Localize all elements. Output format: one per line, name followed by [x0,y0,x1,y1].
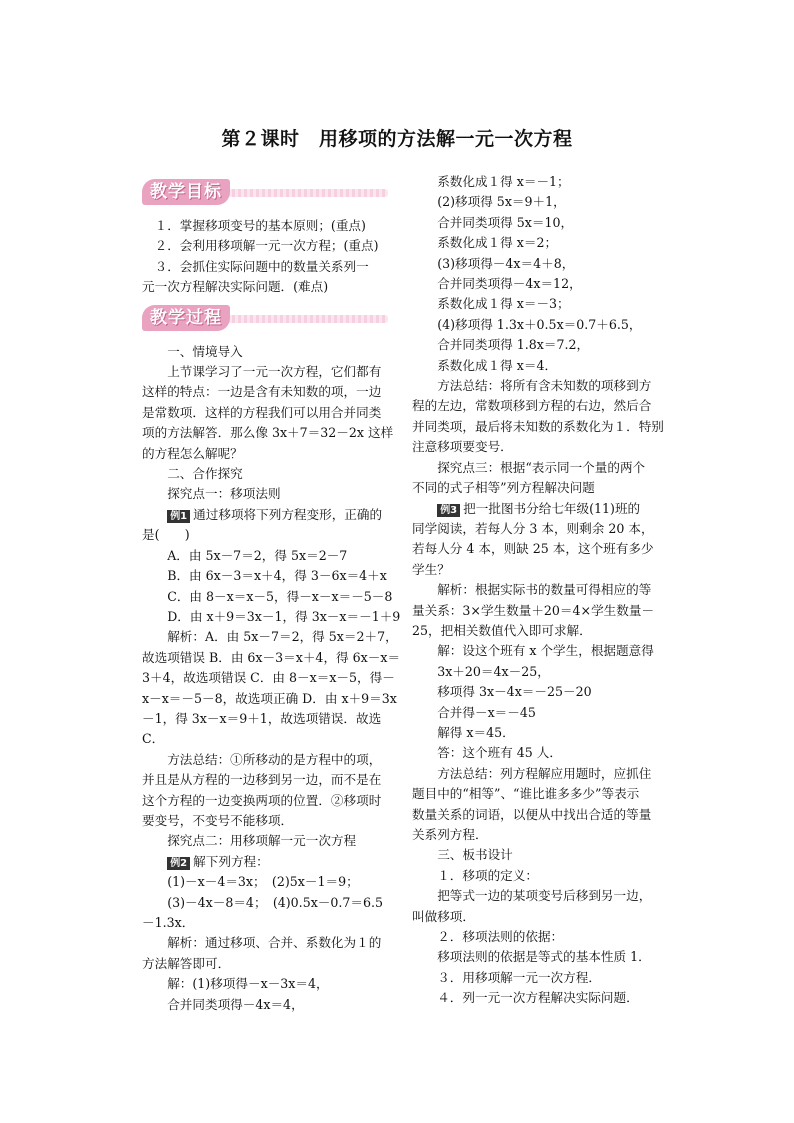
section-banner-goals [136,176,388,210]
text-line: ３．用移项解一元一次方程． [437,969,601,985]
text-line: 解：(1)移项得－x－3x＝4， [167,976,329,992]
text-line: 这个方程的一边变换两项的位置．②移项时 [142,792,382,808]
text-line: －1.3x． [142,915,195,930]
text-line: 注意移项要变号． [412,439,513,455]
text-line: 移项法则的依据是等式的基本性质 1． [437,949,651,965]
text-line: １．掌握移项变号的基本原则；(重点) [154,218,366,233]
text-line: 系数化成１得 x＝4． [437,357,558,373]
text-line: 解析：A．由 5x－7＝2，得 5x＝2＋7， [167,629,398,645]
text-line: 方法总结：①所移动的是方程中的项， [167,751,382,767]
text-line: (4)移项得 1.3x＋0.5x＝0.7＋6.5， [437,316,642,332]
text-line: 叫做移项． [412,908,475,924]
text-line: 同学阅读，若每人分 3 本，则剩余 20 本， [412,520,654,536]
subsection-heading: 探究点一：移项法则 [167,486,281,502]
text-line: ２．会利用移项解一元一次方程；(重点) [154,238,379,254]
text-line: (1)－x－4＝3x； (2)5x－1＝9； [167,874,359,890]
left-column [142,172,401,1015]
example-line [412,499,652,519]
text-line: ２．移项法则的依据： [437,929,564,945]
banner-label: 教学目标 [142,179,230,205]
text-line: 解析：根据实际书的数量可得相应的等 [437,582,652,598]
text-line: ３．会抓住实际问题中的数量关系列一 [154,258,369,274]
text-line: (3)－4x－8＝4； (4)0.5x－0.7＝6.5 [167,894,384,910]
text-line: 项的方法解答．那么像 3x＋7＝32－2x 这样 [142,425,394,441]
example-badge: 例2 [167,857,190,870]
example-badge: 例3 [437,504,460,517]
text-line: 合并同类项得 5x＝10， [437,214,574,230]
text-line: 移项得 3x－4x＝－25－20 [437,684,592,700]
text-line: 关系列方程． [412,827,488,842]
text-line: 方法总结：将所有含未知数的项移到方 [437,378,652,394]
text-line: 故选项错误 B．由 6x－3＝x＋4，得 6x－x＝ [142,649,401,665]
text-line: 3x＋20＝4x－25， [437,663,550,679]
text-line: １．移项的定义： [437,867,538,883]
example-line [142,852,388,872]
text-line: 上节课学习了一元一次方程，它们都有 [167,364,382,380]
example-badge: 例1 [167,510,190,523]
option-a: A．由 5x－7＝2，得 5x＝2－7 [167,547,348,563]
text-line: 合并同类项得－4x＝12， [437,276,582,292]
text-line: x－x＝－5－8，故选项正确 D．由 x＋9＝3x [142,690,397,706]
option-d: D．由 x＋9＝3x－1，得 3x－x＝－1＋9 [167,608,401,624]
subsection-heading: 探究点三：根据“表示同一个量的两个 [437,459,646,475]
text-line: 25，把相关数值代入即可求解． [412,622,592,638]
text-line: C． [142,731,165,747]
text-line: 并同类项，最后将未知数的系数化为１．特别 [412,418,664,434]
text-line: 系数化成１得 x＝2； [437,235,558,251]
text-line: 是( ) [142,527,190,543]
right-column [412,172,664,1009]
text-line: 程的左边，常数项移到方程的右边，然后合 [412,398,652,414]
text-line: 合并同类项得 1.8x＝7.2， [437,337,590,353]
section-heading: 二、合作探究 [167,466,243,482]
text-line: 方法解答即可． [142,955,231,971]
text-line: 3＋4，故选项错误 C．由 8－x＝x－5，得－ [142,670,395,686]
text-line: 通过移项将下列方程变形，正确的 [193,506,383,522]
text-line: 解得 x＝45． [437,724,515,740]
text-line: 并且是从方程的一边移到另一边，而不是在 [142,772,382,788]
text-line: 解下列方程： [193,853,269,869]
text-line: －1，得 3x－x＝9＋1，故选项错误．故选 [142,710,382,726]
text-line: 解：设这个班有 x 个学生，根据题意得 [437,643,654,659]
text-line: 把等式一边的某项变号后移到另一边， [437,888,652,904]
section-banner-process [136,302,388,336]
text-line: 这样的特点：一边是含有未知数的项，一边 [142,384,382,400]
text-line: 数量关系的词语，以便从中找出合适的等量 [412,806,652,822]
text-line: (2)移项得 5x＝9＋1， [437,194,566,210]
section-heading: 三、板书设计 [437,847,513,863]
subsection-heading: 探究点二：用移项解一元一次方程 [167,833,357,849]
page-title: 第２课时 用移项的方法解一元一次方程 [221,128,573,150]
banner-label: 教学过程 [142,305,230,331]
text-line: 是常数项．这样的方程我们可以用合并同类 [142,404,382,420]
example-line [142,505,388,525]
text-line: 系数化成１得 x＝－3； [437,296,570,312]
text-line: (3)移项得－4x＝4＋8， [437,255,575,271]
section-heading: 一、情境导入 [167,343,243,359]
text-line: 学生？ [412,561,450,577]
text-line: 方法总结：列方程解应用题时，应抓住 [437,765,652,781]
text-line: 量关系：3×学生数量＋20＝4×学生数量－ [412,602,655,618]
text-line: 把一批图书分给七年级(11)班的 [463,500,641,516]
text-line: 的方程怎么解呢？ [142,445,243,461]
option-b: B．由 6x－3＝x＋4，得 3－6x＝4＋x [167,568,387,584]
text-line: 合并同类项得－4x＝4， [167,996,304,1012]
text-line: 元一次方程解决实际问题．(难点) [142,279,329,295]
text-line: ４．列一元一次方程解决实际问题． [437,990,639,1006]
text-line: 答：这个班有 45 人． [437,745,562,761]
subsection-heading: 不同的式子相等”列方程解决问题 [412,480,595,496]
option-c: C．由 8－x＝x－5，得－x－x＝－5－8 [167,588,393,604]
text-line: 要变号，不变号不能移项． [142,812,294,828]
text-line: 题目中的“相等”、“谁比谁多多少”等表示 [412,786,640,802]
text-line: 若每人分 4 本，则缺 25 本，这个班有多少 [412,541,654,557]
text-line: 合并得－x＝－45 [437,704,536,720]
text-line: 系数化成１得 x＝－1； [437,174,570,189]
text-line: 解析：通过移项、合并、系数化为１的 [167,935,382,951]
